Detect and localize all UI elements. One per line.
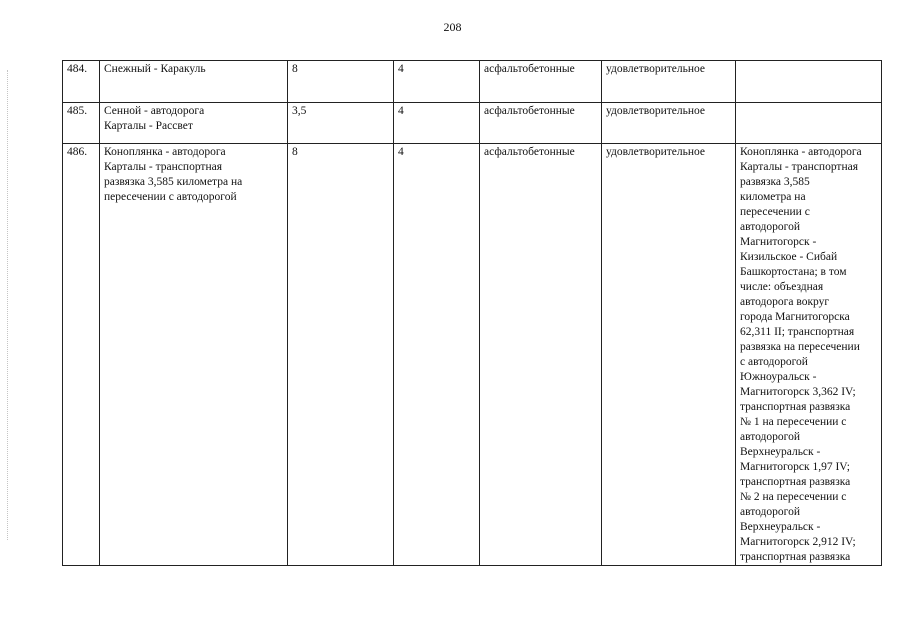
page-number: 208: [443, 20, 462, 34]
table-row: [63, 61, 882, 103]
row-number: 486.: [67, 146, 88, 158]
surface-cell: [480, 61, 602, 103]
row-number-cell: [63, 103, 100, 144]
row-number-cell: [63, 144, 100, 566]
road-length: 8: [292, 146, 298, 158]
category-cell: [394, 144, 480, 566]
category-cell: [394, 103, 480, 144]
note-cell: [736, 103, 882, 144]
road-name-cell: [100, 144, 288, 566]
road-category: 4: [398, 146, 404, 158]
road-category: 4: [398, 105, 404, 117]
road-length: 3,5: [292, 105, 307, 117]
road-length: 8: [292, 63, 298, 75]
condition-cell: [602, 144, 736, 566]
road-name: Коноплянка - автодорога Карталы - транспортная развязка 3,585 километра на пересечении с автодорогой: [104, 146, 243, 203]
note-cell: [736, 144, 882, 566]
length-cell: [288, 103, 394, 144]
road-name: Сенной - автодорога Карталы - Рассвет: [104, 105, 205, 132]
surface-cell: [480, 103, 602, 144]
road-note: Коноплянка - автодорога Карталы - транспортная развязка 3,585 километра на пересечении с автодорогой Магнитогорск - Кизильское - Сибай Башкортостана; в том числе: объездная автодорога вокруг города Магнитогорска 62,311 II; транспортная развязка на пересечении с автодорогой Южноуральск - Магнитогорск 3,362 IV; транспортная развязка № 1 на пересечении с автодорогой Верхнеуральск - Магнитогорск 1,97 IV; транспортная развязка № 2 на пересечении с автодорогой Верхнеуральск - Магнитогорск 2,912 IV; транспортная развязка: [740, 146, 862, 563]
road-name-cell: [100, 61, 288, 103]
scan-margin-line: [7, 70, 8, 540]
road-condition: удовлетворительное: [606, 105, 706, 117]
road-surface: асфальтобетонные: [484, 146, 575, 158]
road-condition: удовлетворительное: [606, 146, 706, 158]
note-cell: [736, 61, 882, 103]
length-cell: [288, 61, 394, 103]
road-name: Снежный - Каракуль: [104, 63, 206, 75]
length-cell: [288, 144, 394, 566]
roads-table: [62, 60, 882, 566]
category-cell: [394, 61, 480, 103]
road-category: 4: [398, 63, 404, 75]
road-surface: асфальтобетонные: [484, 63, 575, 75]
road-condition: удовлетворительное: [606, 63, 706, 75]
row-number: 485.: [67, 105, 88, 117]
row-number-cell: [63, 61, 100, 103]
table-row: [63, 144, 882, 566]
road-surface: асфальтобетонные: [484, 105, 575, 117]
surface-cell: [480, 144, 602, 566]
table-row: [63, 103, 882, 144]
condition-cell: [602, 103, 736, 144]
condition-cell: [602, 61, 736, 103]
row-number: 484.: [67, 63, 88, 75]
road-name-cell: [100, 103, 288, 144]
